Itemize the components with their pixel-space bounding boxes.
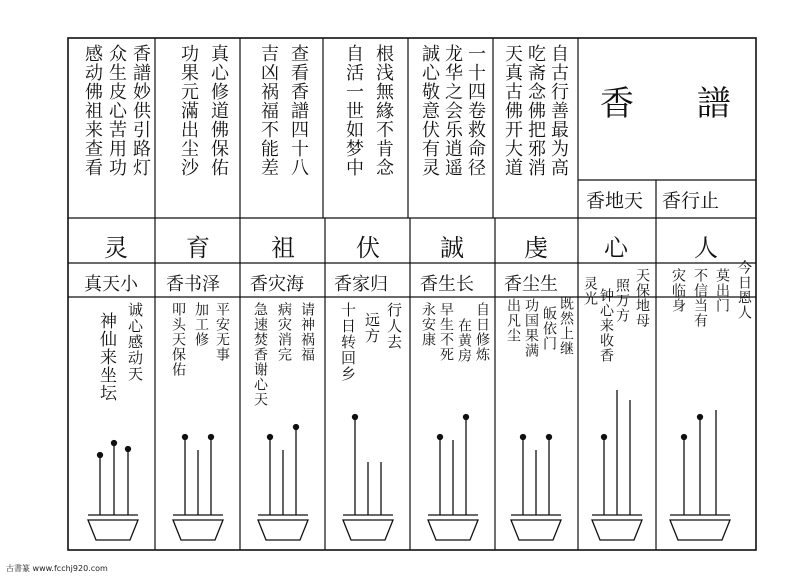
verse-column: 根浅無緣不肯念 [373,44,394,177]
incense-burner-6 [511,435,561,541]
incense-reading: 急速焚香谢心天 [252,302,268,407]
verse-column: 查看香譜四十八 [288,44,309,177]
category-label: 祖 [271,234,295,262]
incense-reading: 早生不死 [438,302,454,362]
incense-reading: 诚心感动天 [126,302,144,382]
incense-reading: 功国果满 [523,298,539,358]
incense-burner-3 [258,425,308,541]
incense-reading: 平安无事 [214,302,230,362]
verse-column: 天真古佛开大道 [502,44,523,177]
incense-reading: 今日恩人 [736,260,752,320]
verse-column: 感动佛祖来查看 [82,44,103,177]
incense-name: 真天小 [84,274,138,295]
incense-name: 香生长 [420,274,474,295]
incense-reading: 灾临身 [670,268,686,313]
incense-reading: 出凡尘 [505,298,521,343]
incense-reading: 神仙来坐坛 [96,312,116,402]
incense-reading: 十日转回乡 [339,302,357,382]
incense-name: 香尘生 [504,274,558,295]
category-label: 伏 [356,234,380,262]
incense-reading: 病灾消完 [276,302,292,362]
incense-reading: 灵光 [582,276,598,306]
verse-column: 龙华之会乐逍遥 [442,44,463,177]
incense-reading: 加工修 [193,302,209,347]
category-label: 育 [186,234,210,262]
incense-burner-1 [88,441,138,541]
verse-column: 自古行善最为高 [548,44,569,177]
chart-title: 香 譜 [600,84,757,124]
incense-reading: 天保地母 [634,268,650,328]
incense-reading: 行人去 [385,302,403,350]
incense-reading: 不信当有 [692,268,708,328]
verse-column: 誠心敬意伏有灵 [419,44,440,177]
verse-column: 吃斋念佛把邪消 [525,44,546,177]
incense-reading: 叩头天保佑 [170,302,186,377]
incense-reading: 既然上继 [558,296,574,356]
category-label: 灵 [104,234,128,262]
incense-reading: 远方 [363,312,381,344]
verse-column: 众生皮心苦用功 [106,44,127,177]
verse-column: 功果元滿出尘沙 [178,44,199,177]
incense-burner-4 [343,415,393,541]
incense-burner-5 [428,415,478,541]
verse-column: 真心修道佛保佑 [208,44,229,177]
incense-name: 香灾海 [250,274,304,295]
verse-column: 吉凶祸福不能差 [258,44,279,177]
verse-column: 香譜妙供引路灯 [130,44,151,177]
category-label: 誠 [440,234,464,262]
incense-burner-2 [173,435,223,541]
incense-burner-7 [592,390,642,540]
incense-reading: 自日修炼 [474,302,490,362]
category-label: 虔 [524,234,548,262]
incense-reading: 钟心来收香 [598,288,614,363]
source-footer: 古書篆 www.fcchj920.com [6,564,108,573]
incense-name: 香家归 [334,274,388,295]
incense-burner-8 [670,410,730,540]
category-label: 人 [694,234,718,262]
incense-reading: 照万方 [614,278,630,323]
incense-reading: 皈依门 [541,306,557,351]
incense-name: 香书泽 [166,274,220,295]
incense-reading: 永安康 [420,302,436,347]
incense-reading: 请神祸福 [299,302,315,362]
header-tag-conduct: 香行止 [662,190,720,212]
category-label: 心 [604,234,628,262]
incense-reading: 在黄房 [456,318,472,363]
verse-column: 自活一世如梦中 [343,44,364,177]
verse-column: 一十四卷救命径 [465,44,486,177]
header-tag-heaven-earth: 香地天 [586,190,644,212]
incense-reading: 莫出门 [714,268,730,313]
